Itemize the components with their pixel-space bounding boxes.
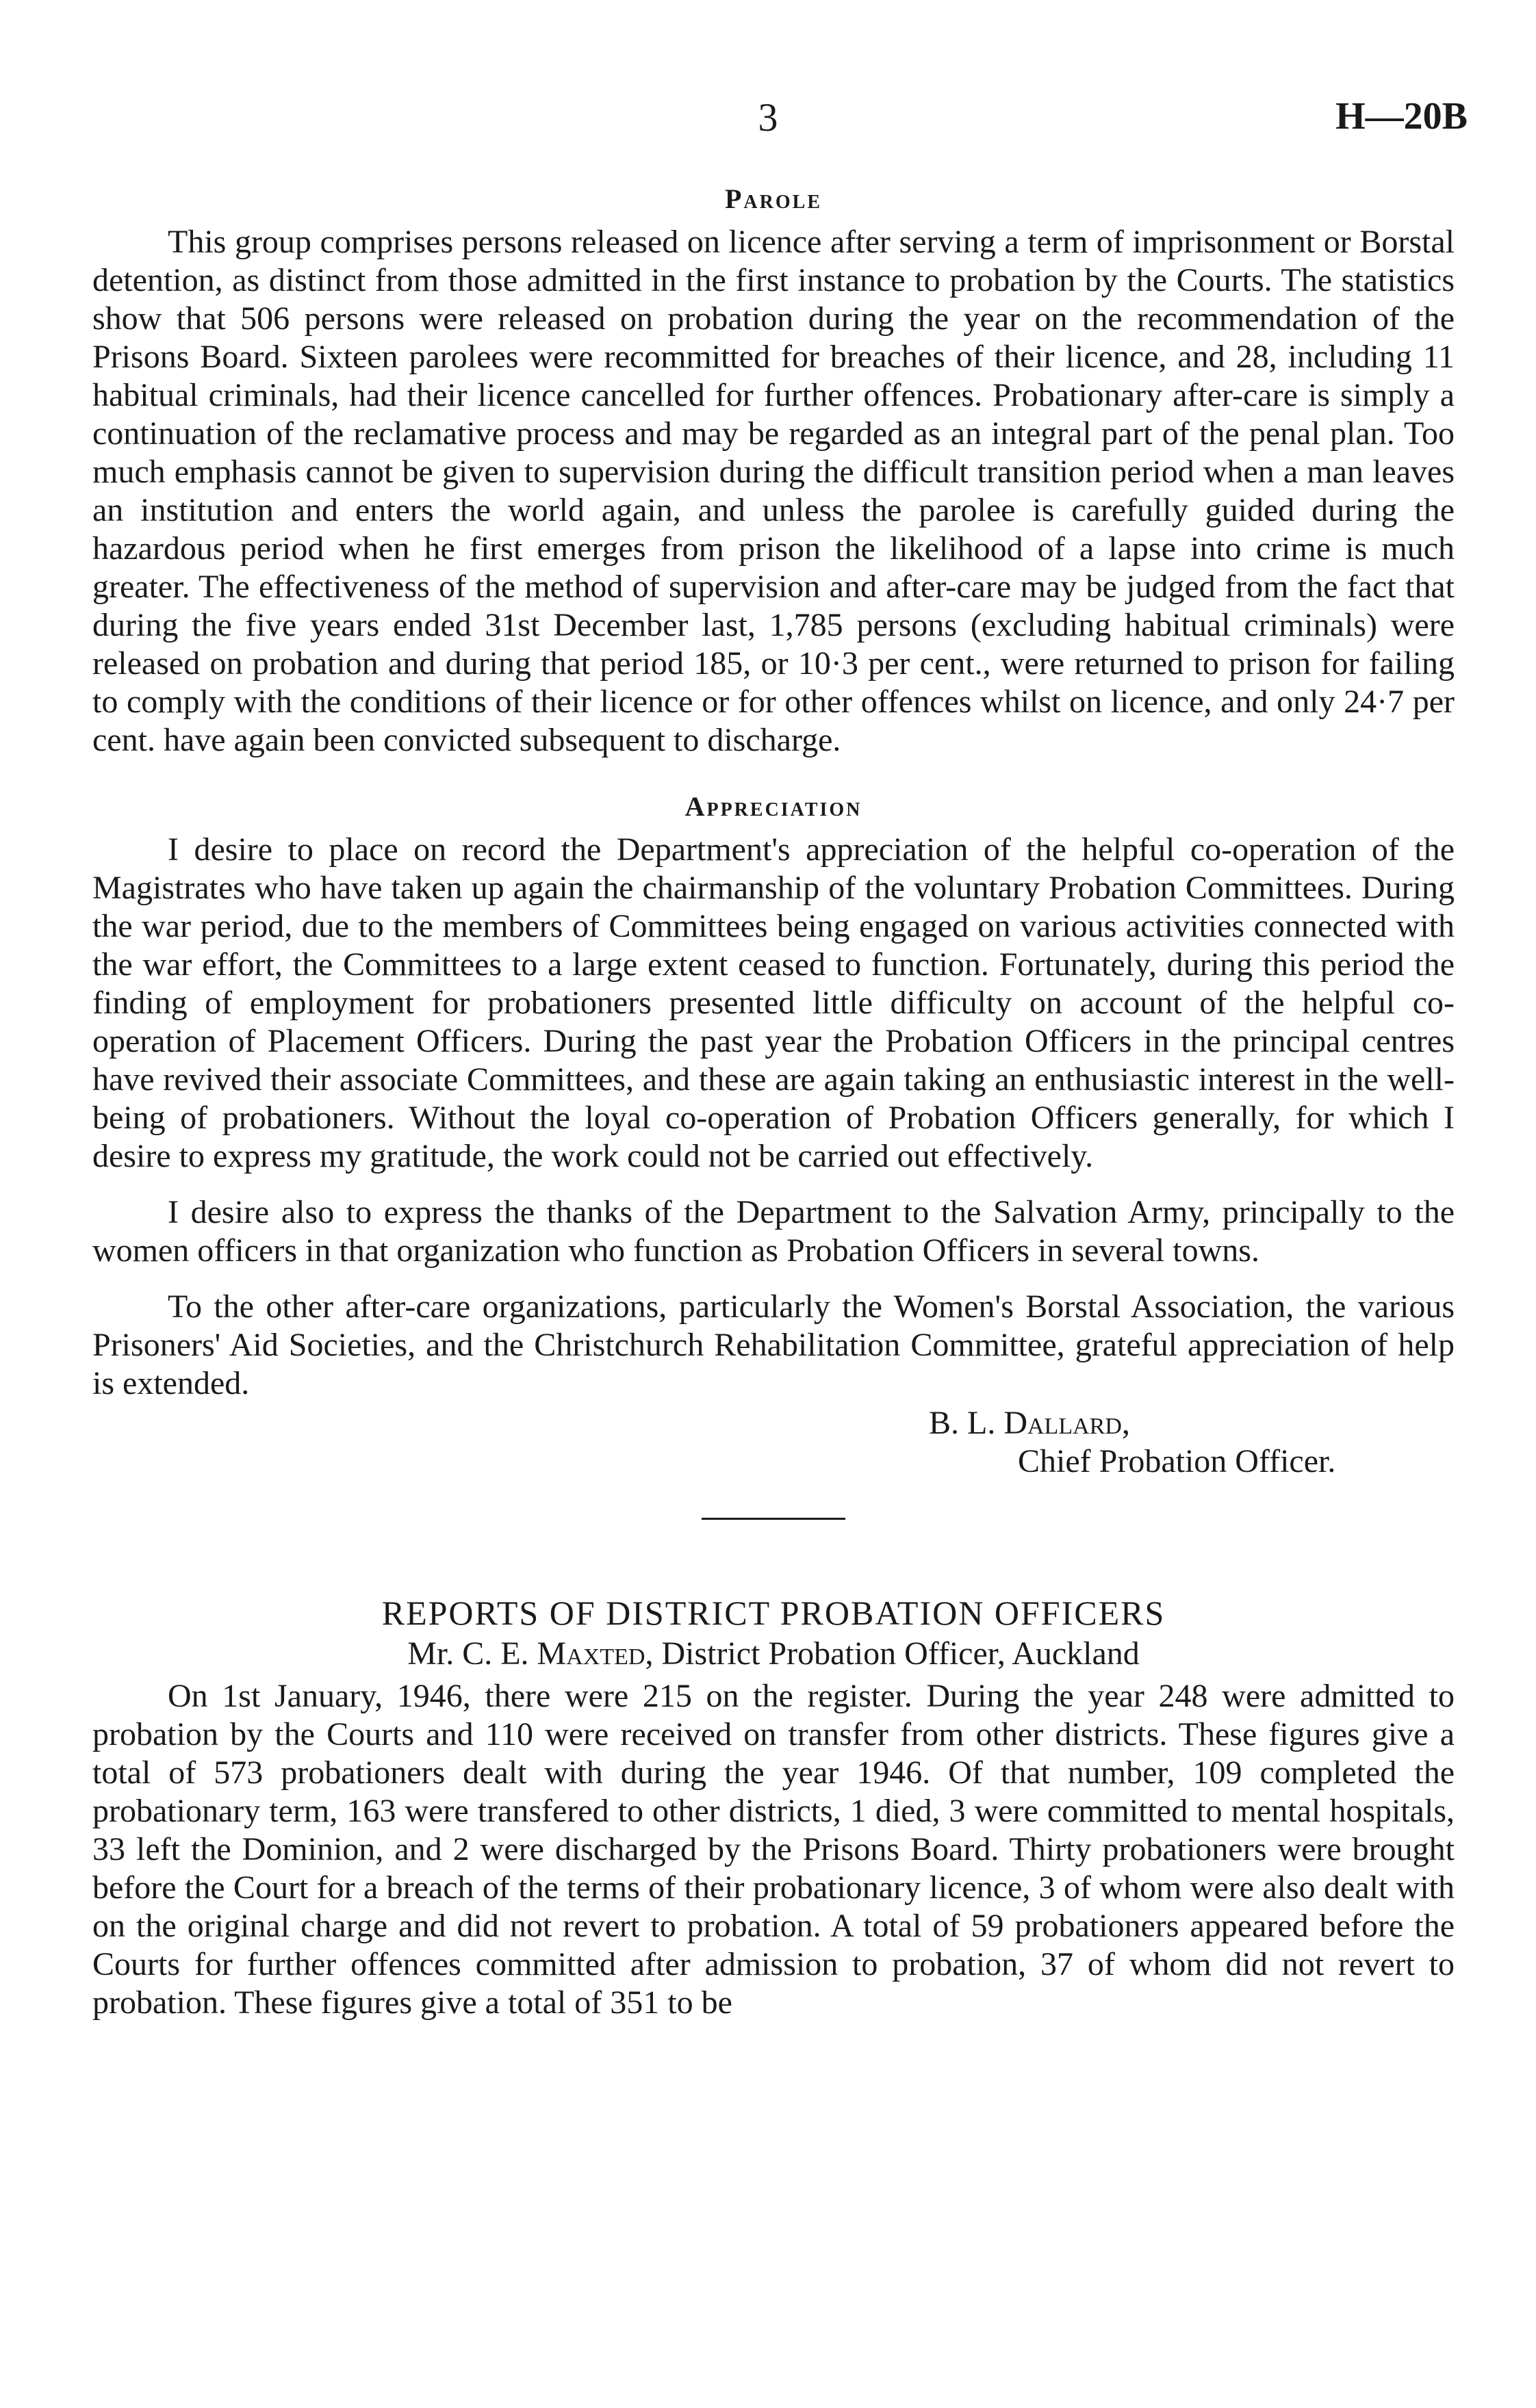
page-number: 3	[758, 95, 778, 140]
signature-block	[92, 1404, 1455, 1481]
signature-suffix: ,	[1121, 1405, 1130, 1441]
signature-surname: Dallard	[1003, 1405, 1122, 1441]
signature-title: Chief Probation Officer.	[1018, 1443, 1336, 1479]
appreciation-section	[92, 787, 1455, 1481]
signature-initials: B. L.	[929, 1405, 1004, 1441]
page-header	[0, 94, 1536, 142]
reports-heading: REPORTS OF DISTRICT PROBATION OFFICERS	[381, 1594, 1166, 1632]
appreciation-paragraph-3: To the other after-care organizations, particularly the Women's Borstal Association, the various Prisoners' Aid Societies, and the Christchurch Rehabilitation Committee, grateful appreciation of help is extended.	[92, 1289, 1455, 1401]
parole-paragraph: This group comprises persons released on licence after serving a term of imprisonment or Borstal detention, as distinct from those admitted in the first instance to probation by the Courts. The statistics show that 506 persons were released on probation during the year on the recommendation of the Prisons Board. Sixteen parolees were recommitted for breaches of their licence, and 28, including 11 habitual criminals, had their licence cancelled for further offences. Probationary after-care is simply a continuation of the reclamative process and may be regarded as an integral part of the penal plan. Too much emphasis cannot be given to supervision during the difficult transition period when a man leaves an institution and enters the world again, and unless the parolee is carefully guided during the hazardous period when he first emerges from prison the likelihood of a lapse into crime is much greater. The effectiveness of the method of supervision and after-care may be judged from the fact that during the five years ended 31st December last, 1,785 persons (excluding habitual criminals) were released on probation and during that period 185, or 10·3 per cent., were returned to prison for failing to comply with the conditions of their licence or for other offences whilst on licence, and only 24·7 per cent. have again been convicted subsequent to discharge.	[92, 224, 1455, 758]
officer-surname: Maxted	[537, 1635, 645, 1672]
officer-line	[92, 1633, 1455, 1674]
reports-section	[92, 1592, 1455, 2022]
signature-name	[92, 1404, 1455, 1442]
officer-suffix: , District Probation Officer, Auckland	[645, 1635, 1140, 1672]
parole-section	[92, 179, 1455, 760]
appreciation-paragraph-1: I desire to place on record the Department's appreciation of the helpful co-operation of the Magistrates who have taken up again the chairmanship of the voluntary Probation Committees. During the war period, due to the members of Committees being engaged on various activities connected with the war effort, the Committees to a large extent ceased to function. Fortunately, during this period the finding of employment for probationers presented little difficulty on account of the helpful co-operation of Placement Officers. During the past year the Probation Officers in the principal centres have revived their associate Committees, and these are again taking an enthusiastic interest in the well-being of probationers. Without the loyal co-operation of Probation Officers generally, for which I desire to express my gratitude, the work could not be carried out effectively.	[92, 831, 1455, 1174]
officer-prefix: Mr. C. E.	[407, 1635, 537, 1672]
appreciation-paragraph-2: I desire also to express the thanks of the Department to the Salvation Army, principally to the women officers in that organization who function as Probation Officers in several towns.	[92, 1194, 1455, 1269]
section-divider	[702, 1518, 845, 1520]
document-code: H—20B	[1335, 95, 1468, 138]
parole-heading: Parole	[724, 183, 822, 214]
page-content	[92, 179, 1455, 2022]
auckland-report-paragraph: On 1st January, 1946, there were 215 on the register. During the year 248 were admitted to probation by the Courts and 110 were received on transfer from other districts. These figures give a total of 573 probationers dealt with during the year 1946. Of that number, 109 completed the probationary term, 163 were transfered to other districts, 1 died, 3 were committed to mental hospitals, 33 left the Dominion, and 2 were discharged by the Prisons Board. Thirty probationers were brought before the Court for a breach of the terms of their probationary licence, 3 of whom were also dealt with on the original charge and did not revert to probation. A total of 59 probationers appeared before the Courts for further offences committed after admission to probation, 37 of whom did not revert to probation. These figures give a total of 351 to be	[92, 1678, 1455, 2021]
appreciation-heading: Appreciation	[684, 791, 862, 822]
